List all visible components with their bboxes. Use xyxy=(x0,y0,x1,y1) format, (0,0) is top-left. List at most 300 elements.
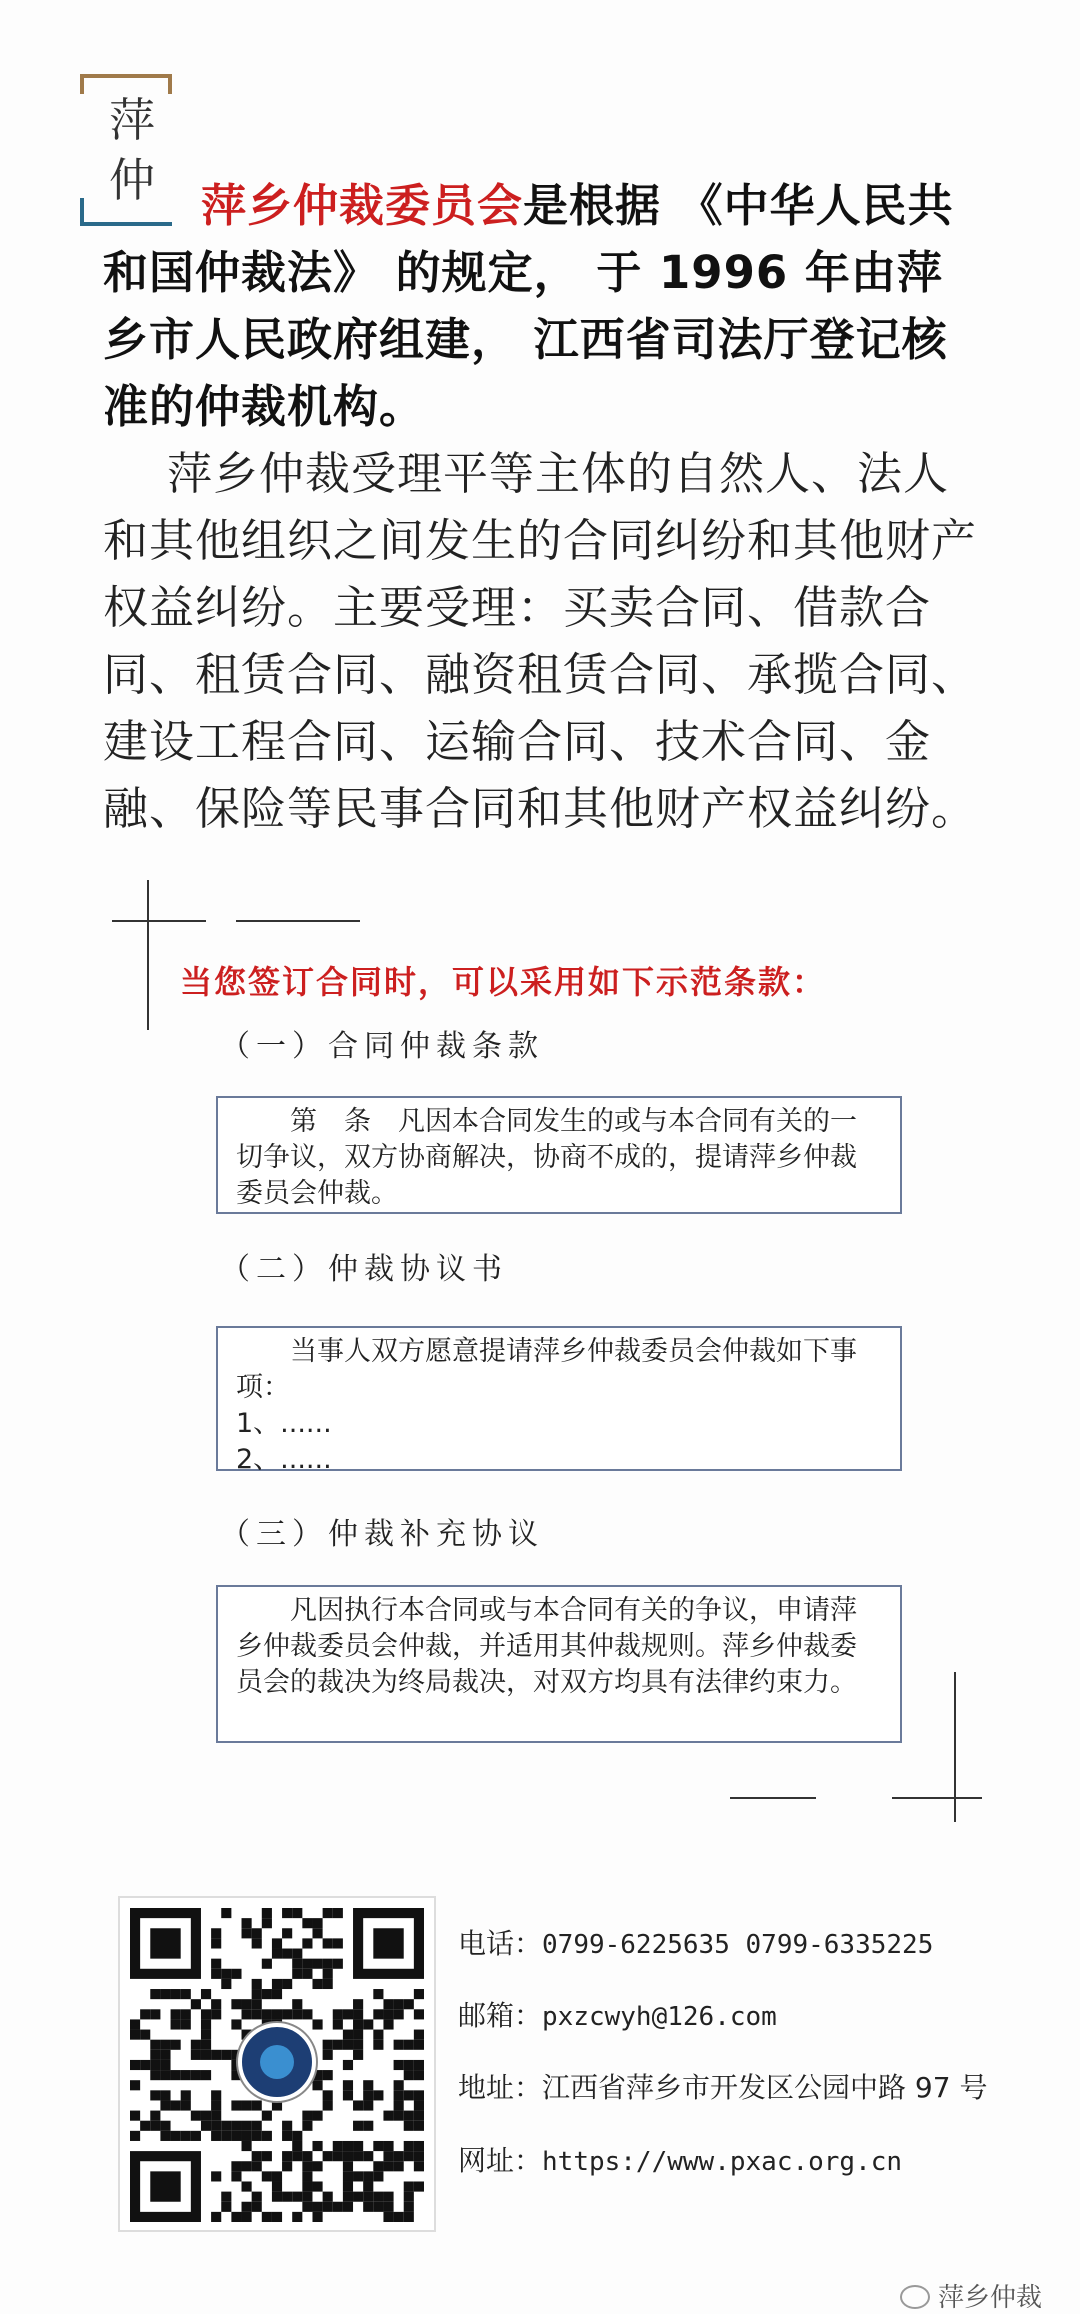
qr-module xyxy=(130,2019,140,2029)
qr-module xyxy=(323,1938,333,1948)
clause-text-2: 当事人双方愿意提请萍乡仲裁委员会仲裁如下事项： xyxy=(236,1336,857,1403)
qr-module xyxy=(323,1969,333,1979)
qr-module xyxy=(312,1959,322,1969)
qr-module xyxy=(292,1969,302,1979)
qr-module xyxy=(211,1928,221,1938)
qr-module xyxy=(404,2060,414,2070)
qr-module xyxy=(323,2040,333,2050)
qr-module xyxy=(302,1938,312,1948)
qr-module xyxy=(312,2019,322,2029)
qr-module xyxy=(363,2181,373,2191)
qr-module xyxy=(414,2090,424,2100)
qr-module xyxy=(353,2151,363,2161)
qr-module xyxy=(181,1989,191,1999)
qr-module xyxy=(242,2121,252,2131)
qr-module xyxy=(363,2100,373,2110)
qr-module xyxy=(292,2141,302,2151)
qr-module xyxy=(160,2070,170,2080)
qr-module xyxy=(171,2009,181,2019)
emblem-char-2: 仲 xyxy=(109,153,155,207)
qr-module xyxy=(323,2090,333,2100)
qr-module xyxy=(343,2202,353,2212)
qr-module xyxy=(302,2111,312,2121)
qr-module xyxy=(363,2090,373,2100)
qr-module xyxy=(292,1949,302,1959)
contact-phone xyxy=(458,1924,933,1965)
qr-module xyxy=(160,2040,170,2050)
qr-module xyxy=(282,2131,292,2141)
web-value[interactable]: https://www.pxac.org.cn xyxy=(542,2147,903,2177)
qr-module xyxy=(191,2070,201,2080)
qr-module xyxy=(353,2192,363,2202)
qr-module xyxy=(302,1959,312,1969)
qr-module xyxy=(160,2060,170,2070)
qr-module xyxy=(252,1989,262,1999)
emblem-top-line xyxy=(80,74,172,78)
qr-module xyxy=(383,2192,393,2202)
qr-module xyxy=(343,2080,353,2090)
qr-module xyxy=(130,2030,140,2040)
qr-module xyxy=(414,2181,424,2191)
qr-module xyxy=(211,2171,221,2181)
qr-module xyxy=(252,1999,262,2009)
qr-module xyxy=(252,2192,262,2202)
qr-module xyxy=(373,2030,383,2040)
qr-module xyxy=(181,2009,191,2019)
qr-module xyxy=(282,2121,292,2131)
qr-module xyxy=(160,2050,170,2060)
qr-finder xyxy=(150,2171,180,2201)
qr-module xyxy=(404,2070,414,2080)
qr-module xyxy=(211,1938,221,1948)
notice-heading: 当您签订合同时，可以采用如下示范条款： xyxy=(180,963,827,1001)
cross-line-h4 xyxy=(892,1797,982,1799)
qr-module xyxy=(211,2131,221,2141)
qr-module xyxy=(414,2100,424,2110)
qr-module xyxy=(343,2161,353,2171)
qr-module xyxy=(242,2141,252,2151)
qr-module xyxy=(211,2111,221,2121)
qr-module xyxy=(414,2009,424,2019)
clause-box-3 xyxy=(216,1585,902,1743)
qr-module xyxy=(191,2111,201,2121)
qr-module xyxy=(252,2009,262,2019)
qr-module xyxy=(353,2030,363,2040)
cross-line-h1 xyxy=(112,920,206,922)
qr-module xyxy=(252,2161,262,2171)
qr-module xyxy=(394,2111,404,2121)
qr-module xyxy=(150,2121,160,2131)
qr-module xyxy=(252,1979,262,1989)
intro-p1-text: 是根据 《中华人民共和国仲裁法》 的规定， 于 1996 年由萍乡市人民政府组建， 江西省司法厅登记核准的仲裁机构。 xyxy=(103,179,954,433)
qr-module xyxy=(242,1999,252,2009)
qr-module xyxy=(323,2050,333,2060)
qr-module xyxy=(242,1918,252,1928)
qr-module xyxy=(211,1999,221,2009)
intro-paragraph-2: 萍乡仲裁受理平等主体的自然人、法人和其他组织之间发生的合同纠纷和其他财产权益纠纷。主要受理：买卖合同、借款合同、租赁合同、融资租赁合同、承揽合同、建设工程合同、运输合同、技术合同、金融、保险等民事合同和其他财产权益纠纷。 xyxy=(103,447,978,835)
clause-item-2: 2、...... xyxy=(236,1444,332,1475)
qr-module xyxy=(353,2009,363,2019)
qr-module xyxy=(231,2212,241,2222)
intro-paragraph-1 xyxy=(103,172,983,440)
qr-module xyxy=(191,2040,201,2050)
qr-module xyxy=(323,1979,333,1989)
wechat-icon xyxy=(900,2285,930,2309)
qr-module xyxy=(252,2121,262,2131)
watermark-text: 萍乡仲裁 xyxy=(937,2283,1042,2313)
clause-box-1 xyxy=(216,1096,902,1214)
qr-module xyxy=(343,2040,353,2050)
qr-module xyxy=(272,2192,282,2202)
qr-module xyxy=(383,2202,393,2212)
qr-module xyxy=(282,2009,292,2019)
qr-module xyxy=(201,2040,211,2050)
qr-module xyxy=(150,2060,160,2070)
qr-module xyxy=(414,2040,424,2050)
qr-module xyxy=(191,1999,201,2009)
qr-module xyxy=(191,2131,201,2141)
phone-label: 电话： xyxy=(458,1927,543,1960)
qr-module xyxy=(363,2121,373,2131)
qr-module xyxy=(404,2192,414,2202)
contact-email xyxy=(458,1996,777,2037)
qr-module xyxy=(272,2009,282,2019)
qr-module xyxy=(231,2121,241,2131)
qr-module xyxy=(343,2030,353,2040)
qr-module xyxy=(150,2090,160,2100)
org-name: 萍乡仲裁委员会 xyxy=(201,179,524,232)
qr-module xyxy=(394,2212,404,2222)
qr-module xyxy=(160,2090,170,2100)
qr-module xyxy=(150,2111,160,2121)
clause-text-3: 凡因执行本合同或与本合同有关的争议，申请萍乡仲裁委员会仲裁，并适用其仲裁规则。萍乡仲裁委员会的裁决为终局裁决，对双方均具有法律约束力。 xyxy=(236,1595,857,1698)
qr-module xyxy=(231,1969,241,1979)
qr-module xyxy=(312,2080,322,2090)
email-label: 邮箱： xyxy=(458,1999,543,2032)
qr-module xyxy=(414,2141,424,2151)
qr-module xyxy=(414,2161,424,2171)
qr-module xyxy=(404,1999,414,2009)
qr-module xyxy=(181,2019,191,2029)
qr-module xyxy=(353,2100,363,2110)
qr-module xyxy=(292,2009,302,2019)
qr-module xyxy=(282,2161,292,2171)
qr-module xyxy=(171,2070,181,2080)
qr-module xyxy=(414,2070,424,2080)
qr-module xyxy=(231,2131,241,2141)
qr-module xyxy=(221,2050,231,2060)
qr-module xyxy=(150,1989,160,1999)
qr-module xyxy=(160,2131,170,2141)
emblem-top-right-tick xyxy=(168,74,172,94)
qr-module xyxy=(201,2050,211,2060)
cross-line-v2 xyxy=(954,1672,956,1822)
qr-module xyxy=(150,2050,160,2060)
qr-module xyxy=(262,1989,272,1999)
qr-module xyxy=(191,2050,201,2060)
qr-module xyxy=(221,2131,231,2141)
qr-module xyxy=(353,2040,363,2050)
qr-module xyxy=(302,2171,312,2181)
qr-module xyxy=(383,2111,393,2121)
cross-line-h2 xyxy=(236,920,360,922)
qr-module xyxy=(221,1908,231,1918)
qr-module xyxy=(211,1959,221,1969)
qr-module xyxy=(302,1918,312,1928)
qr-module xyxy=(292,2151,302,2161)
qr-module xyxy=(181,2070,191,2080)
qr-module xyxy=(150,2070,160,2080)
qr-module xyxy=(323,2070,333,2080)
qr-module xyxy=(292,2192,302,2202)
qr-module xyxy=(404,2111,414,2121)
address-value: 江西省萍乡市开发区公园中路 97 号 xyxy=(542,2071,988,2104)
qr-module xyxy=(373,1989,383,1999)
qr-module xyxy=(252,2100,262,2110)
qr-module xyxy=(363,2171,373,2181)
qr-module xyxy=(211,2050,221,2060)
qr-module xyxy=(272,1949,282,1959)
web-label: 网址： xyxy=(458,2144,543,2177)
qr-module xyxy=(333,2151,343,2161)
qr-module xyxy=(343,2171,353,2181)
qr-module xyxy=(302,2202,312,2212)
qr-module xyxy=(171,2100,181,2110)
qr-module xyxy=(404,2040,414,2050)
qr-module xyxy=(160,2121,170,2131)
qr-module xyxy=(323,1908,333,1918)
qr-module xyxy=(272,1979,282,1989)
qr-module xyxy=(323,2192,333,2202)
qr-module xyxy=(262,2131,272,2141)
qr-module xyxy=(262,1908,272,1918)
qr-module xyxy=(150,2040,160,2050)
qr-module xyxy=(312,2161,322,2171)
qr-module xyxy=(242,2161,252,2171)
qr-module xyxy=(333,1938,343,1948)
qr-module xyxy=(414,2111,424,2121)
qr-module xyxy=(242,2202,252,2212)
qr-module xyxy=(252,2151,262,2161)
qr-module xyxy=(160,2100,170,2110)
qr-module xyxy=(252,1928,262,1938)
qr-module xyxy=(211,2212,221,2222)
qr-module xyxy=(404,2212,414,2222)
qr-module xyxy=(343,2151,353,2161)
qr-module xyxy=(221,2121,231,2131)
qr-module xyxy=(130,2060,140,2070)
qr-module xyxy=(383,2161,393,2171)
qr-module xyxy=(383,2212,393,2222)
qr-module xyxy=(353,2141,363,2151)
qr-module xyxy=(394,2151,404,2161)
qr-module xyxy=(353,2171,363,2181)
cross-line-v1 xyxy=(147,880,149,1030)
qr-module xyxy=(414,2030,424,2040)
qr-module xyxy=(252,2131,262,2141)
qr-module xyxy=(333,2009,343,2019)
qr-module xyxy=(140,2060,150,2070)
qr-module xyxy=(312,1918,322,1928)
qr-module xyxy=(242,2181,252,2191)
qr-module xyxy=(130,2111,140,2121)
qr-module xyxy=(302,2192,312,2202)
emblem-char-1: 萍 xyxy=(109,93,155,147)
qr-module xyxy=(312,2181,322,2191)
qr-module xyxy=(262,2212,272,2222)
qr-module xyxy=(343,2141,353,2151)
qr-module xyxy=(383,2019,393,2029)
qr-module xyxy=(404,2202,414,2212)
qr-module xyxy=(394,2090,404,2100)
qr-module xyxy=(231,2100,241,2110)
qr-module xyxy=(343,2192,353,2202)
qr-module xyxy=(130,2131,140,2141)
qr-module xyxy=(272,1989,282,1999)
qr-module xyxy=(414,2060,424,2070)
clause-item-1: 1、...... xyxy=(236,1408,332,1439)
qr-module xyxy=(302,2181,312,2191)
qr-module xyxy=(292,1908,302,1918)
qr-module xyxy=(181,2100,191,2110)
qr-module xyxy=(221,2202,231,2212)
qr-module xyxy=(302,2009,312,2019)
section-title-1: （一）合同仲裁条款 xyxy=(220,1029,544,1064)
qr-module xyxy=(140,2030,150,2040)
qr-module xyxy=(262,1918,272,1928)
qr-module xyxy=(394,2080,404,2090)
qr-module xyxy=(363,2019,373,2029)
qr-module xyxy=(383,2009,393,2019)
qr-module xyxy=(343,2009,353,2019)
qr-module xyxy=(282,2192,292,2202)
qr-module xyxy=(312,2212,322,2222)
qr-module xyxy=(353,2050,363,2060)
contact-website xyxy=(458,2141,902,2182)
qr-module xyxy=(282,1908,292,1918)
qr-module xyxy=(181,2090,191,2100)
qr-module xyxy=(272,2212,282,2222)
qr-module xyxy=(414,1989,424,1999)
emblem-top-left-tick xyxy=(80,74,84,94)
qr-module xyxy=(353,2019,363,2029)
qr-module xyxy=(343,2090,353,2100)
qr-module xyxy=(221,2192,231,2202)
qr-module xyxy=(373,2171,383,2181)
qr-module xyxy=(394,2009,404,2019)
qr-module xyxy=(231,2019,241,2029)
qr-module xyxy=(201,2111,211,2121)
qr-module xyxy=(272,2171,282,2181)
watermark xyxy=(900,2282,1042,2314)
qr-module xyxy=(272,2100,282,2110)
qr-module xyxy=(201,2030,211,2040)
qr-module xyxy=(242,2212,252,2222)
qr-module xyxy=(242,2009,252,2019)
qr-module xyxy=(221,1979,231,1989)
qr-module xyxy=(312,2141,322,2151)
qr-module xyxy=(231,2171,241,2181)
qr-module xyxy=(312,1979,322,1989)
qr-module xyxy=(140,2121,150,2131)
qr-module xyxy=(383,2141,393,2151)
qr-module xyxy=(302,2151,312,2161)
qr-module xyxy=(404,2090,414,2100)
qr-module xyxy=(373,2009,383,2019)
qr-module xyxy=(181,2131,191,2141)
qr-module xyxy=(302,2121,312,2131)
qr-module xyxy=(282,1949,292,1959)
qr-module xyxy=(292,1959,302,1969)
qr-module xyxy=(363,2080,373,2090)
qr-module xyxy=(171,1989,181,1999)
qr-module xyxy=(252,2202,262,2212)
qr-module xyxy=(363,2202,373,2212)
qr-module xyxy=(262,2009,272,2019)
qr-module xyxy=(211,2009,221,2019)
qr-module xyxy=(130,2080,140,2090)
qr-module xyxy=(231,2161,241,2171)
qr-module xyxy=(150,2009,160,2019)
qr-module xyxy=(262,1959,272,1969)
qr-module xyxy=(404,2151,414,2161)
qr-module xyxy=(292,1999,302,2009)
phone-value: 0799-6225635 0799-6335225 xyxy=(542,1930,934,1960)
address-label: 地址： xyxy=(458,2071,543,2104)
qr-module xyxy=(231,1999,241,2009)
qr-module xyxy=(211,2121,221,2131)
qr-module xyxy=(353,1999,363,2009)
qr-module xyxy=(201,1989,211,1999)
qr-module xyxy=(201,2009,211,2019)
qr-module xyxy=(383,1999,393,2009)
qr-module xyxy=(333,2040,343,2050)
qr-code xyxy=(118,1896,436,2232)
contact-address xyxy=(458,2068,987,2108)
qr-module xyxy=(282,1979,292,1989)
qr-module xyxy=(282,1928,292,1938)
qr-module xyxy=(363,2192,373,2202)
section-title-3: （三）仲裁补充协议 xyxy=(220,1517,544,1552)
qr-module xyxy=(221,1969,231,1979)
qr-module xyxy=(211,2090,221,2100)
qr-module xyxy=(394,2100,404,2110)
qr-module xyxy=(394,1999,404,2009)
qr-module xyxy=(262,2111,272,2121)
qr-module xyxy=(404,2141,414,2151)
clause-text-1: 第 条 凡因本合同发生的或与本合同有关的一切争议，双方协商解决，协商不成的，提请萍乡仲裁委员会仲裁。 xyxy=(236,1106,857,1209)
qr-module xyxy=(373,2040,383,2050)
qr-module xyxy=(252,1938,262,1948)
qr-module xyxy=(211,1969,221,1979)
qr-module xyxy=(394,2161,404,2171)
qr-module xyxy=(373,2202,383,2212)
qr-module xyxy=(140,2009,150,2019)
qr-module xyxy=(323,1959,333,1969)
qr-module xyxy=(312,1928,322,1938)
qr-module xyxy=(262,2151,272,2161)
qr-module xyxy=(302,1969,312,1979)
qr-module xyxy=(353,2121,363,2131)
qr-finder xyxy=(150,1928,180,1958)
qr-logo-icon xyxy=(238,2023,316,2101)
qr-module xyxy=(383,2151,393,2161)
email-value[interactable]: pxzcwyh@126.com xyxy=(542,2002,777,2032)
qr-module xyxy=(394,2060,404,2070)
qr-module xyxy=(312,2202,322,2212)
qr-module xyxy=(160,1989,170,1999)
qr-module xyxy=(404,2181,414,2191)
